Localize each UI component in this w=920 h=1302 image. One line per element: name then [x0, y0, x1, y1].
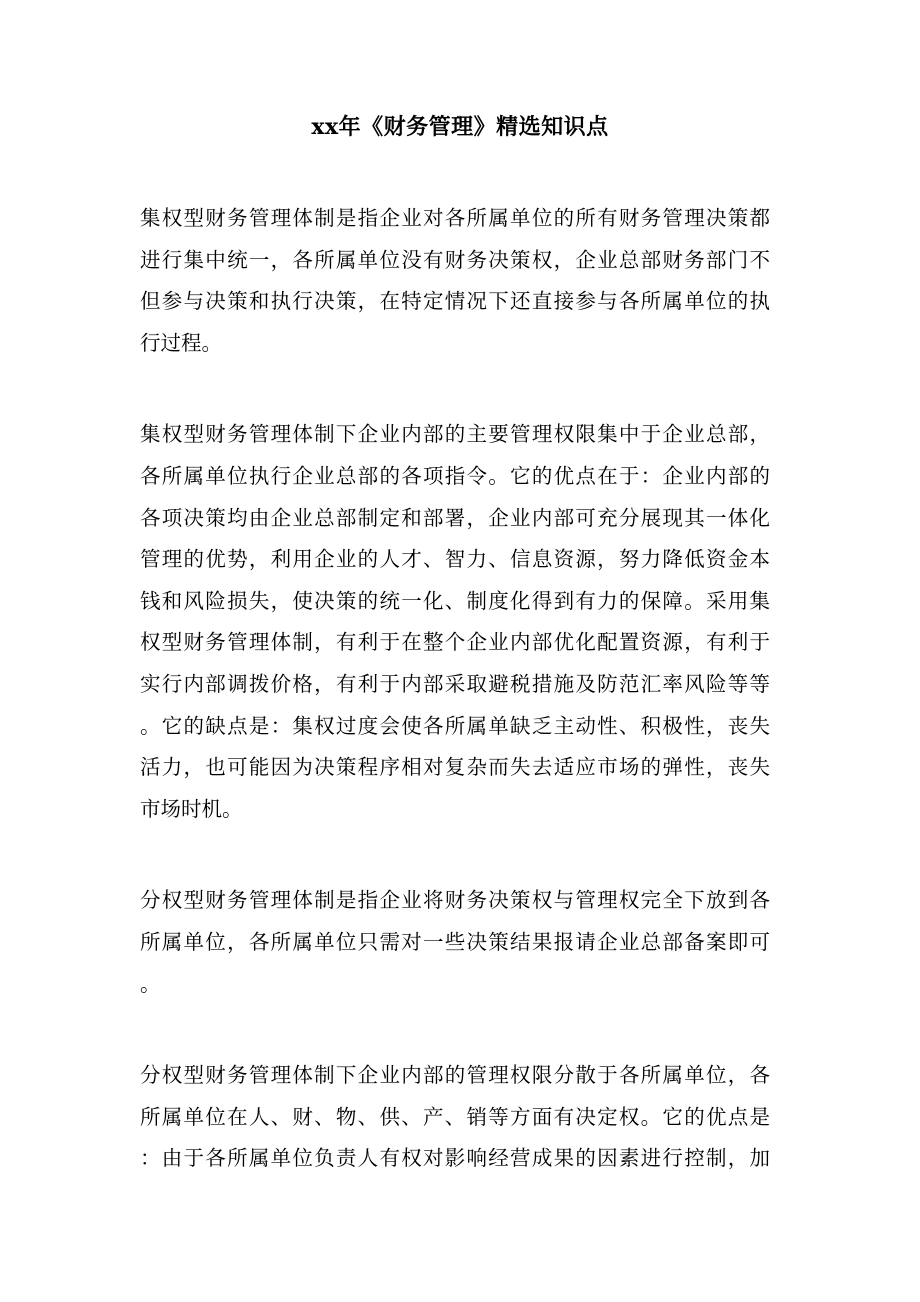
paragraph-line: 各项决策均由企业总部制定和部署，企业内部可充分展现其一体化	[140, 505, 770, 530]
paragraph-line: 实行内部调拨价格，有利于内部采取避税措施及防范汇率风险等等	[140, 671, 770, 696]
paragraph-1	[140, 198, 770, 364]
paragraph-line: 权型财务管理体制，有利于在整个企业内部优化配置资源，有利于	[140, 630, 770, 655]
paragraph-line: 行过程。	[140, 330, 222, 355]
paragraph-line: 市场时机。	[140, 796, 243, 821]
paragraph-line: 钱和风险损失，使决策的统一化、制度化得到有力的保障。采用集	[140, 588, 770, 613]
document-title: xx年《财务管理》精选知识点	[311, 114, 609, 140]
paragraph-line: 分权型财务管理体制下企业内部的管理权限分散于各所属单位，各	[140, 1063, 770, 1088]
paragraph-line: 管理的优势，利用企业的人才、智力、信息资源，努力降低资金本	[140, 547, 770, 572]
paragraph-line: 各所属单位执行企业总部的各项指令。它的优点在于：企业内部的	[140, 463, 770, 488]
paragraph-line: 所属单位在人、财、物、供、产、销等方面有决定权。它的优点是	[140, 1104, 770, 1129]
paragraph-3	[140, 880, 770, 1005]
paragraph-4	[140, 1055, 770, 1180]
document-body	[140, 198, 770, 1230]
paragraph-line: 集权型财务管理体制是指企业对各所属单位的所有财务管理决策都	[140, 206, 770, 230]
paragraph-line: 。它的缺点是：集权过度会使各所属单缺乏主动性、积极性，丧失	[140, 713, 770, 738]
paragraph-line: 但参与决策和执行决策，在特定情况下还直接参与各所属单位的执	[140, 289, 770, 314]
paragraph-line: ：由于各所属单位负责人有权对影响经营成果的因素进行控制，加	[140, 1146, 770, 1171]
paragraph-line: 集权型财务管理体制下企业内部的主要管理权限集中于企业总部，	[140, 422, 770, 447]
paragraph-line: 进行集中统一，各所属单位没有财务决策权，企业总部财务部门不	[140, 247, 770, 272]
paragraph-line: 所属单位，各所属单位只需对一些决策结果报请企业总部备案即可	[140, 929, 770, 954]
paragraph-line: 活力，也可能因为决策程序相对复杂而失去适应市场的弹性，丧失	[140, 755, 770, 780]
paragraph-line: 。	[140, 971, 161, 996]
paragraph-2	[140, 414, 770, 830]
paragraph-line: 分权型财务管理体制是指企业将财务决策权与管理权完全下放到各	[140, 888, 770, 913]
